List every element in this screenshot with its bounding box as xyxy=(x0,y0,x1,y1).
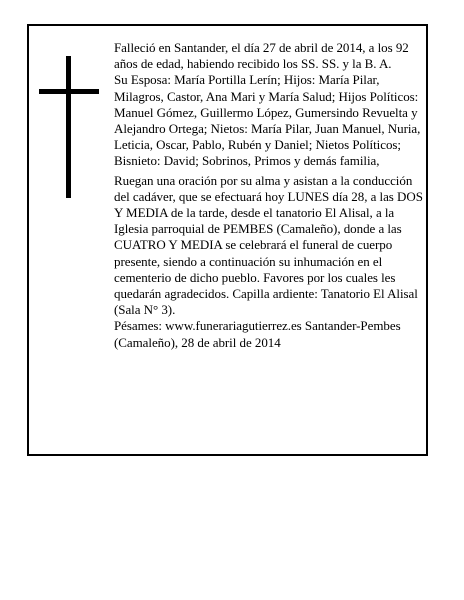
cross-vertical-bar xyxy=(66,56,71,198)
death-notice-paragraph: Falleció en Santander, el día 27 de abril de 2014, a los 92 años de edad, habiendo recibido los SS. SS. y la B. A. xyxy=(114,40,409,72)
cross-horizontal-bar xyxy=(39,89,99,94)
obituary-text xyxy=(114,40,424,351)
condolences-paragraph: Pésames: www.funerariagutierrez.es Santander-Pembes (Camaleño), 28 de abril de 2014 xyxy=(114,318,401,350)
family-paragraph: Su Esposa: María Portilla Lerín; Hijos: María Pilar, Milagros, Castor, Ana Mari y María Salud; Hijos Políticos: Manuel Gómez, Guillermo López, Gumersindo Revuelta y Alejandro Ortega; Nietos: María Pilar, Juan Manuel, Nuria, Leticia, Oscar, Pablo, Rubén y Daniel; Nietos Políticos; Bisnieto: David; Sobrinos, Primos y demás familia, xyxy=(114,72,421,169)
funeral-request-paragraph: Ruegan una oración por su alma y asistan a la conducción del cadáver, que se efectuará hoy LUNES día 28, a las DOS Y MEDIA de la tarde, desde el tanatorio El Alisal, a la Iglesia parroquial de PEMBES (Camaleño), donde a las CUATRO Y MEDIA se celebrará el funeral de cuerpo presente, siendo a continuación su inhumación en el cementerio de dicho pueblo. Favores por los cuales les quedarán agradecidos. Capilla ardiente: Tanatorio El Alisal (Sala N° 3). xyxy=(114,172,423,318)
latin-cross-icon xyxy=(39,56,99,198)
obituary-notice xyxy=(27,24,428,456)
